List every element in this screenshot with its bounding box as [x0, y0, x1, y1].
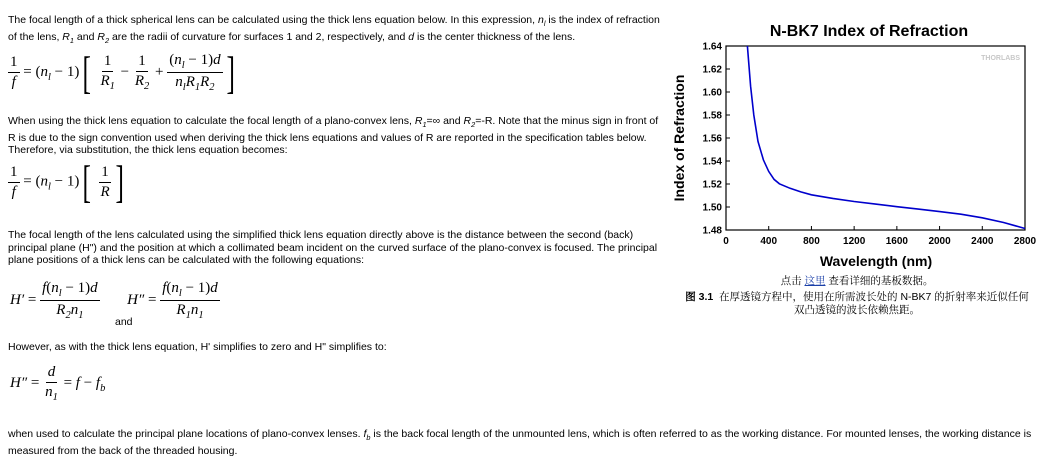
- caption-line-2-text: 在厚透镜方程中，使用在所需波长处的 N-BK7 的折射率来近似任何: [719, 291, 1029, 303]
- caption-line-1: [672, 275, 1042, 288]
- bf-text-a: when used to calculate the principal plane locations of plano-convex lenses.: [8, 428, 364, 440]
- h-double-prime-equation: H″ = $\frac{d}{n_1}$ = $f - f_b$: [10, 364, 106, 403]
- x-tick-label: 1600: [885, 236, 908, 247]
- y-tick-label: 1.62: [702, 64, 722, 76]
- intro-text-d: is the center thickness of the lens.: [414, 30, 576, 43]
- simplified-lens-equation: $\frac{1}{f}$ = $(n_l - 1)$[ $\frac{1}{R}$ ]: [10, 156, 124, 207]
- thorlabs-watermark: THORLABS: [981, 55, 1020, 62]
- x-tick-label: 2000: [928, 236, 951, 247]
- caption-line-3: 双凸透镜的波长依赖焦距。: [794, 304, 920, 316]
- y-tick-label: 1.58: [702, 110, 722, 122]
- and-label: and: [115, 316, 133, 328]
- thick-lens-equation: $\frac{1}{f}$ = $(n_l - 1)$[ $\frac{1}{R_1}$ − $\frac{1}{R_2}$ + $\frac{(n_l - 1)d}{n_lR_1R_2}$ ]: [10, 46, 235, 98]
- x-tick-label: 0: [723, 236, 729, 247]
- y-tick-label: 1.48: [702, 225, 722, 237]
- pc-text-b: Note that the minus sign in front of R is due to the sign convention used when deriving the thick lens equations and values of R are reported in the specification tables below. Therefore, via substitution, the thick lens equation becomes:: [8, 115, 659, 157]
- chart-title: N-BK7 Index of Refraction: [769, 23, 969, 40]
- y-tick-label: 1.50: [702, 202, 722, 214]
- nbk7-index-chart: [668, 14, 1040, 272]
- pp-text: The focal length of the lens calculated using the simplified thick lens equation directly above is the distance between the second (back) principal plane (H") and the position at which a collimated beam incident on the curved surface of the plano-convex is focused. The principal plane positions of a thick lens can be calculated with the following equations:: [8, 229, 658, 266]
- plano-convex-paragraph: When using the thick lens equation to calculate the focal length of a plano-convex lens, $R_1=\infty$ and $R_2=-R$. Note that the minus sign in front of R is due to the sign convention used when deriving the thick lens equations and values of R are reported in the specification tables below. Therefore, via substitution, the thick lens equation becomes:: [8, 115, 659, 157]
- pc-text-a: When using the thick lens equation to calculate the focal length of a plano-convex lens,: [8, 115, 415, 127]
- back-focal-paragraph: when used to calculate the principal plane locations of plano-convex lenses. $f_b$ is the back focal length of the unmounted lens, which is often referred to as the working distance. For mounted lenses, the working distance is measured from the back of the threaded housing.: [8, 428, 1032, 457]
- y-tick-label: 1.54: [702, 156, 722, 168]
- principal-plane-paragraph: [8, 229, 668, 267]
- x-tick-label: 400: [760, 236, 778, 247]
- caption-line-2: [672, 291, 1042, 304]
- principal-plane-equations: H′ = $\frac{f(n_l - 1)d}{R_2n_1}$ H″ = $\frac{f(n_l - 1)d}{R_1n_1}$: [10, 280, 218, 321]
- chart-y-axis-label: Index of Refraction: [671, 74, 687, 202]
- intro-text-a: The focal length of a thick spherical lens can be calculated using the thick lens equation below. In this expression,: [8, 14, 538, 26]
- chart-x-axis-label: Wavelength (nm): [819, 253, 933, 269]
- y-tick-label: 1.56: [702, 133, 722, 145]
- y-tick-label: 1.52: [702, 179, 722, 191]
- x-tick-label: 2800: [1013, 236, 1037, 247]
- figure-label: 图 3.1: [685, 291, 714, 303]
- intro-text-b: is the index of refraction of the lens,: [8, 14, 660, 43]
- bf-text-b: is the back focal length of the unmounted lens, which is often referred to as the working distance. For mounted lenses, the working distance is measured from the back of the threaded housing.: [8, 428, 1032, 457]
- caption-prefix: 点击: [780, 275, 802, 287]
- simplifies-paragraph: However, as with the thick lens equation, H' simplifies to zero and H" simplifies to:: [8, 341, 387, 353]
- x-tick-label: 800: [803, 236, 820, 247]
- intro-text-c: are the radii of curvature for surfaces 1 and 2, respectively, and: [109, 30, 409, 43]
- x-tick-label: 1200: [843, 236, 866, 247]
- data-link[interactable]: 这里: [804, 275, 826, 287]
- figure-caption: [672, 275, 1042, 317]
- caption-suffix: 查看详细的基板数据。: [828, 275, 934, 287]
- x-tick-label: 2400: [971, 236, 994, 247]
- y-tick-label: 1.60: [702, 87, 722, 99]
- intro-paragraph: The focal length of a thick spherical lens can be calculated using the thick lens equation below. In this expression, $n_l$ is the index of refraction of the lens, $R_1$ and $R_2$ are the radii of curvature for surfaces 1 and 2, respectively, and d is the center thickness of the lens.: [8, 14, 660, 45]
- y-tick-label: 1.64: [702, 41, 722, 53]
- plot-area: [726, 46, 1025, 230]
